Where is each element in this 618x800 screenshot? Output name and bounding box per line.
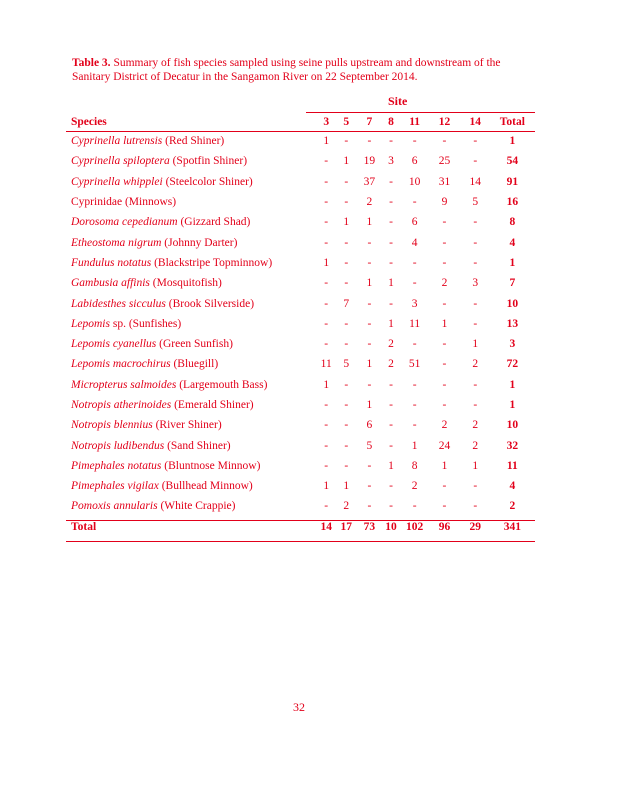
count-cell: -	[473, 317, 478, 330]
count-cell: 1	[323, 135, 330, 148]
row-total: 72	[506, 358, 519, 371]
count-cell: -	[389, 480, 393, 493]
scientific-name: Etheostoma nigrum	[71, 236, 162, 249]
count-cell: 11	[320, 358, 332, 371]
count-cell: -	[324, 297, 329, 310]
row-total: 10	[506, 419, 519, 432]
species-cell	[66, 496, 318, 516]
common-name: (Mosquitofish)	[149, 277, 222, 290]
species-cell	[66, 375, 318, 395]
row-total: 32	[506, 439, 519, 452]
table-row	[66, 476, 535, 496]
species-cell	[66, 151, 318, 171]
column-header: 14	[469, 116, 482, 128]
table-row	[66, 212, 535, 232]
scientific-name: Micropterus salmoides	[71, 378, 177, 391]
count-cell: -	[442, 135, 447, 148]
count-cell: -	[344, 196, 349, 209]
grand-total: 341	[503, 520, 521, 533]
count-cell: -	[367, 480, 372, 493]
count-cell: -	[367, 338, 372, 351]
count-cell: -	[473, 155, 478, 168]
count-cell: -	[389, 399, 393, 411]
count-cell: -	[367, 378, 372, 391]
table-row	[66, 131, 535, 151]
species-cell	[66, 314, 318, 334]
count-cell: 6	[411, 216, 418, 229]
species-cell	[66, 273, 318, 293]
scientific-name: Labidesthes sicculus	[71, 297, 166, 310]
count-cell: -	[473, 236, 478, 249]
row-total: 7	[509, 277, 516, 290]
count-cell: -	[442, 338, 447, 351]
table-row	[66, 172, 535, 192]
count-cell: 2	[388, 338, 394, 351]
common-name: sp. (Sunfishes)	[109, 317, 182, 330]
table-row	[66, 395, 535, 415]
site-header: Site	[388, 94, 408, 108]
count-cell: -	[442, 500, 447, 513]
page-number: 32	[293, 700, 305, 714]
scientific-name: Dorosoma cepedianum	[71, 216, 178, 229]
count-cell: -	[344, 277, 349, 290]
species-cell	[66, 395, 318, 415]
count-cell: 1	[366, 399, 373, 411]
scientific-name: Fundulus notatus	[71, 256, 152, 269]
row-total: 13	[506, 317, 519, 330]
count-cell: -	[412, 277, 417, 290]
count-cell: 4	[411, 236, 418, 249]
count-cell: -	[324, 175, 329, 188]
caption-label: Table 3.	[72, 57, 111, 69]
count-cell: 9	[441, 196, 448, 209]
count-cell: 1	[323, 378, 330, 391]
count-cell: 5	[343, 358, 350, 371]
count-cell: -	[473, 500, 478, 513]
row-total: 11	[506, 459, 518, 472]
table-row	[66, 375, 535, 395]
species-cell	[66, 476, 318, 496]
count-cell: -	[389, 500, 393, 513]
scientific-name: Pomoxis annularis	[71, 500, 158, 513]
count-cell: 1	[388, 459, 394, 472]
count-cell: 2	[388, 358, 394, 371]
count-cell: -	[442, 236, 447, 249]
column-header: 8	[388, 116, 394, 128]
table-caption	[72, 56, 532, 84]
table-row	[66, 151, 535, 171]
count-cell: 51	[408, 358, 421, 371]
count-cell: -	[324, 155, 329, 168]
total-cell: 102	[406, 520, 424, 533]
count-cell: -	[412, 419, 417, 432]
common-name: (Bullhead Minnow)	[158, 480, 253, 493]
species-cell	[66, 415, 318, 435]
count-cell: -	[344, 338, 349, 351]
count-cell: 1	[323, 256, 330, 269]
count-cell: -	[367, 317, 372, 330]
count-cell: 1	[343, 480, 350, 493]
count-cell: -	[389, 256, 393, 269]
count-cell: -	[389, 378, 393, 391]
count-cell: -	[389, 135, 393, 148]
table-row	[66, 334, 535, 354]
count-cell: 1	[323, 480, 330, 493]
column-header: Total	[499, 116, 525, 128]
common-name: (Green Sunfish)	[156, 338, 233, 351]
count-cell: -	[389, 439, 393, 452]
common-name: (Brook Silverside)	[165, 297, 255, 310]
count-cell: 8	[411, 459, 418, 472]
count-cell: -	[324, 216, 329, 229]
scientific-name: Pimephales vigilax	[71, 480, 159, 493]
count-cell: -	[442, 216, 447, 229]
count-cell: 1	[366, 277, 373, 290]
count-cell: 6	[411, 155, 418, 168]
count-cell: -	[344, 317, 349, 330]
column-header: 5	[343, 116, 350, 128]
count-cell: -	[389, 196, 393, 209]
scientific-name: Lepomis macrochirus	[71, 358, 171, 371]
totals-label: Total	[71, 520, 97, 533]
species-cell	[66, 172, 318, 192]
count-cell: 1	[343, 155, 350, 168]
count-cell: -	[367, 135, 372, 148]
count-cell: 25	[438, 155, 451, 168]
table-row	[66, 435, 535, 455]
row-total: 4	[509, 236, 516, 249]
count-cell: 1	[441, 459, 448, 472]
species-cell	[66, 212, 318, 232]
count-cell: -	[324, 317, 329, 330]
count-cell: 2	[472, 358, 479, 371]
count-cell: -	[389, 419, 393, 432]
table-row	[66, 293, 535, 313]
count-cell: 2	[472, 419, 479, 432]
row-total: 10	[506, 297, 519, 310]
common-name: (Bluntnose Minnow)	[161, 459, 261, 472]
table-row	[66, 314, 535, 334]
header-row	[66, 113, 535, 131]
count-cell: 24	[438, 439, 451, 452]
total-cell: 96	[438, 520, 451, 533]
count-cell: -	[344, 459, 349, 472]
common-name: (Bluegill)	[170, 358, 219, 371]
count-cell: 1	[366, 358, 373, 371]
count-cell: 3	[472, 277, 479, 290]
bottom-rule	[66, 541, 535, 542]
species-cell	[66, 232, 318, 252]
count-cell: -	[324, 399, 329, 411]
count-cell: 19	[363, 155, 376, 168]
common-name: (Largemouth Bass)	[176, 378, 268, 391]
scientific-name: Notropis blennius	[71, 419, 153, 432]
row-total: 2	[509, 500, 516, 513]
column-header: 3	[323, 116, 330, 128]
count-cell: -	[389, 216, 393, 229]
count-cell: -	[344, 439, 349, 452]
column-header: 7	[366, 116, 373, 128]
count-cell: -	[367, 256, 372, 269]
row-total: 4	[509, 480, 516, 493]
count-cell: -	[412, 500, 417, 513]
row-total: 54	[506, 155, 519, 168]
count-cell: -	[344, 175, 349, 188]
count-cell: 1	[388, 317, 394, 330]
count-cell: 14	[469, 175, 482, 188]
common-name: (Spotfin Shiner)	[169, 155, 248, 168]
table-body	[66, 131, 535, 517]
scientific-name: Lepomis	[71, 317, 110, 330]
caption-text: Summary of fish species sampled using seine pulls upstream and downstream of the Sanitary District of Decatur in the Sangamon River on 22 September 2014.	[72, 57, 501, 83]
count-cell: -	[442, 358, 447, 371]
count-cell: 2	[411, 480, 418, 493]
count-cell: -	[367, 236, 372, 249]
common-name: (River Shiner)	[152, 419, 222, 432]
count-cell: 1	[366, 216, 373, 229]
count-cell: -	[324, 500, 329, 513]
count-cell: -	[442, 378, 447, 391]
common-name: Cyprinidae (Minnows)	[71, 196, 177, 209]
count-cell: 11	[409, 317, 421, 330]
count-cell: -	[324, 277, 329, 290]
column-header: Species	[71, 116, 107, 128]
count-cell: -	[367, 297, 372, 310]
count-cell: -	[473, 378, 478, 391]
row-total: 1	[509, 256, 516, 269]
table-row	[66, 192, 535, 212]
table-row	[66, 456, 535, 476]
count-cell: -	[412, 135, 417, 148]
species-cell	[66, 456, 318, 476]
count-cell: 2	[441, 419, 448, 432]
count-cell: 3	[388, 155, 394, 168]
count-cell: -	[473, 399, 478, 411]
species-cell	[66, 131, 318, 151]
count-cell: 2	[366, 196, 373, 209]
count-cell: -	[367, 459, 372, 472]
count-cell: 2	[343, 500, 350, 513]
count-cell: -	[344, 135, 349, 148]
row-total: 1	[509, 378, 516, 391]
count-cell: -	[473, 256, 478, 269]
count-cell: 1	[388, 277, 394, 290]
total-cell: 29	[469, 520, 482, 533]
count-cell: -	[473, 297, 478, 310]
count-cell: -	[344, 399, 349, 411]
count-cell: -	[473, 216, 478, 229]
count-cell: -	[324, 439, 329, 452]
count-cell: 10	[408, 175, 421, 188]
scientific-name: Notropis ludibendus	[71, 439, 165, 452]
count-cell: 5	[472, 196, 479, 209]
count-cell: 5	[366, 439, 373, 452]
count-cell: 1	[472, 338, 479, 351]
common-name: (Sand Shiner)	[164, 439, 231, 452]
table-row	[66, 415, 535, 435]
row-total: 8	[509, 216, 516, 229]
common-name: (Emerald Shiner)	[171, 399, 254, 411]
species-cell	[66, 435, 318, 455]
count-cell: 31	[438, 175, 451, 188]
count-cell: -	[473, 135, 478, 148]
count-cell: -	[324, 419, 329, 432]
count-cell: -	[412, 196, 417, 209]
count-cell: -	[442, 297, 447, 310]
count-cell: -	[442, 256, 447, 269]
count-cell: -	[324, 236, 329, 249]
count-cell: 37	[363, 175, 376, 188]
count-cell: 2	[472, 439, 479, 452]
count-cell: -	[324, 338, 329, 351]
scientific-name: Notropis atherinoides	[71, 399, 172, 411]
count-cell: -	[389, 175, 393, 188]
count-cell: 2	[441, 277, 448, 290]
table-row	[66, 232, 535, 252]
total-cell: 73	[363, 520, 376, 533]
count-cell: 1	[441, 317, 448, 330]
table-row	[66, 253, 535, 273]
count-cell: 1	[472, 459, 479, 472]
species-cell	[66, 253, 318, 273]
count-cell: -	[344, 236, 349, 249]
common-name: (Johnny Darter)	[161, 236, 238, 249]
row-total: 1	[509, 135, 516, 148]
common-name: (Red Shiner)	[162, 135, 225, 148]
table-row	[66, 273, 535, 293]
count-cell: -	[324, 459, 329, 472]
count-cell: -	[412, 399, 417, 411]
count-cell: -	[442, 399, 447, 411]
common-name: (White Crappie)	[157, 500, 236, 513]
row-total: 3	[509, 338, 516, 351]
common-name: (Steelcolor Shiner)	[162, 175, 253, 188]
scientific-name: Cyprinella spiloptera	[71, 155, 170, 168]
species-cell	[66, 334, 318, 354]
scientific-name: Cyprinella lutrensis	[71, 135, 163, 148]
species-cell	[66, 354, 318, 374]
count-cell: -	[412, 256, 417, 269]
count-cell: -	[412, 338, 417, 351]
species-cell	[66, 293, 318, 313]
count-cell: -	[344, 378, 349, 391]
total-cell: 17	[340, 520, 352, 533]
species-cell	[66, 192, 318, 212]
table-row	[66, 354, 535, 374]
scientific-name: Cyprinella whipplei	[71, 175, 163, 188]
scientific-name: Gambusia affinis	[71, 277, 150, 290]
common-name: (Blackstripe Topminnow)	[151, 256, 273, 269]
count-cell: -	[389, 236, 393, 249]
count-cell: 1	[411, 439, 418, 452]
count-cell: 7	[343, 297, 350, 310]
count-cell: -	[412, 378, 417, 391]
scientific-name: Pimephales notatus	[71, 459, 162, 472]
count-cell: -	[344, 256, 349, 269]
column-header: 12	[438, 116, 451, 128]
count-cell: 1	[343, 216, 350, 229]
common-name: (Gizzard Shad)	[177, 216, 251, 229]
count-cell: 6	[366, 419, 373, 432]
count-cell: -	[344, 419, 349, 432]
count-cell: -	[389, 297, 393, 310]
row-total: 16	[506, 196, 519, 209]
column-header: 11	[409, 116, 421, 128]
count-cell: -	[442, 480, 447, 493]
scientific-name: Lepomis cyanellus	[71, 338, 157, 351]
count-cell: -	[367, 500, 372, 513]
row-total: 1	[509, 399, 516, 411]
row-total: 91	[506, 175, 519, 188]
total-cell: 10	[385, 520, 397, 533]
total-cell: 14	[320, 520, 332, 533]
count-cell: -	[473, 480, 478, 493]
fish-species-table	[66, 113, 535, 537]
count-cell: -	[324, 196, 329, 209]
table-row	[66, 496, 535, 516]
count-cell: 3	[411, 297, 418, 310]
totals-row	[66, 517, 535, 537]
